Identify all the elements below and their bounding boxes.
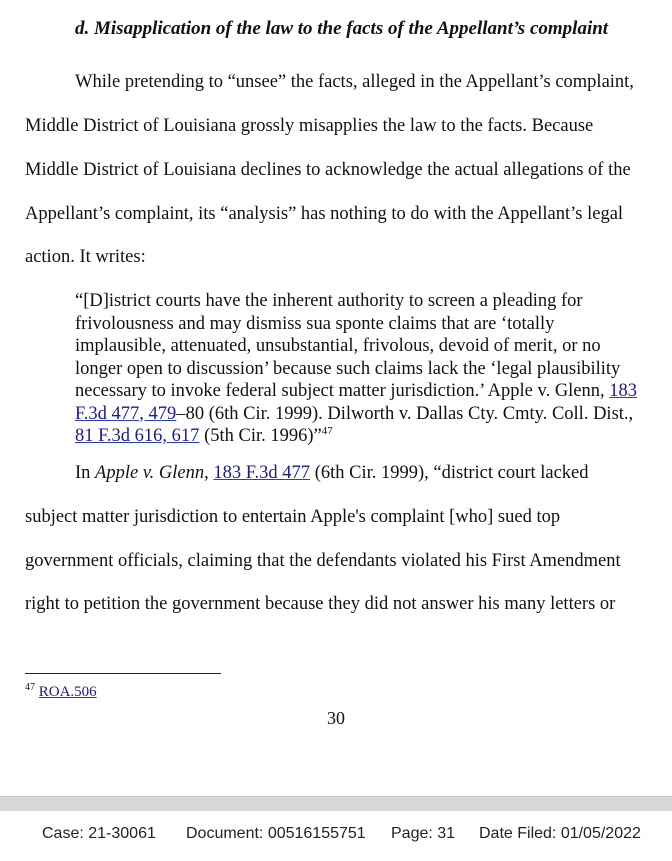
quote-line: longer open to discussion’ because such claims lack the ‘legal plausibility: [75, 358, 621, 379]
quote-text: necessary to invoke federal subject matter jurisdiction.’ Apple v. Glenn,: [75, 381, 610, 401]
quote-line: [75, 380, 660, 403]
page-indicator: Page: 31: [391, 825, 456, 842]
footnote-divider: [25, 673, 221, 674]
citation-link[interactable]: 81 F.3d 616, 617: [75, 426, 200, 446]
body-line: [75, 461, 589, 485]
body-line: While pretending to “unsee” the facts, alleged in the Appellant’s complaint,: [75, 72, 634, 92]
footnote-reference: 47: [321, 424, 333, 437]
case-name: Apple v. Glenn: [95, 463, 205, 483]
body-line: government officials, claiming that the defendants violated his First Amendment: [25, 551, 621, 571]
citation-link[interactable]: 183: [609, 381, 638, 401]
date-filed: Date Filed: 01/05/2022: [479, 825, 641, 842]
quote-line: implausible, attenuated, unsubstantial, frivolous, devoid of merit, or no: [75, 336, 601, 356]
body-line: action. It writes:: [25, 247, 146, 267]
quote-line: “[D]istrict courts have the inherent authority to screen a pleading for: [75, 291, 583, 311]
quote-text: –80 (6th Cir. 1999). Dilworth v. Dallas Cty. Cmty. Coll. Dist.,: [176, 403, 634, 424]
filing-footer: [0, 811, 672, 861]
page-number: 30: [327, 708, 345, 728]
body-text: ,: [204, 463, 214, 483]
citation-link[interactable]: F.3d 477, 479: [75, 403, 177, 424]
footnote-number: 47: [25, 682, 35, 693]
page-separator: [0, 796, 672, 812]
footnote-link[interactable]: ROA.506: [38, 684, 97, 700]
quote-line: [75, 425, 660, 448]
body-text: (6th Cir. 1999), “district court lacked: [310, 463, 589, 483]
quote-text: (5th Cir. 1996)”: [199, 426, 322, 446]
section-heading: d. Misapplication of the law to the facts of the Appellant’s complaint: [75, 18, 609, 39]
body-line: right to petition the government because they did not answer his many letters or: [25, 594, 616, 614]
body-line: Appellant’s complaint, its “analysis” has nothing to do with the Appellant’s legal: [25, 204, 624, 224]
citation-link[interactable]: 183 F.3d 477: [213, 463, 311, 483]
document-number: Document: 00516155751: [186, 825, 366, 842]
footnote: [25, 682, 97, 702]
quote-line: [75, 403, 660, 426]
case-number: Case: 21-30061: [42, 825, 156, 842]
body-line: Middle District of Louisiana declines to acknowledge the actual allegations of the: [25, 160, 631, 180]
quote-line: frivolousness and may dismiss sua sponte claims that are ‘totally: [75, 313, 555, 334]
body-line: subject matter jurisdiction to entertain Apple's complaint [who] sued top: [25, 507, 561, 527]
body-line: Middle District of Louisiana grossly misapplies the law to the facts. Because: [25, 116, 594, 136]
body-text: In: [75, 463, 96, 483]
block-quote: [75, 290, 660, 448]
